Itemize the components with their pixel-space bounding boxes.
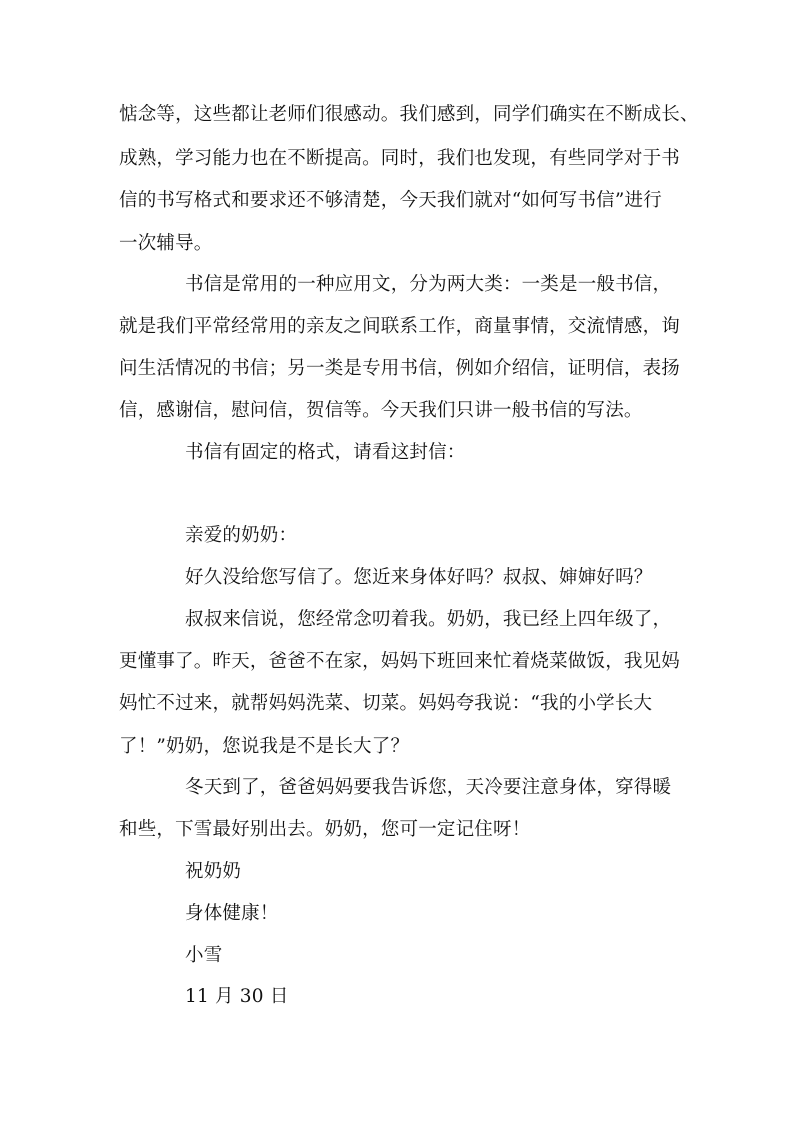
paragraph-line: 书信是常用的一种应用文，分为两大类：一类是一般书信， — [185, 274, 672, 295]
letter-line: 更懂事了。昨天，爸爸不在家，妈妈下班回来忙着烧菜做饭，我见妈 — [119, 651, 681, 672]
letter-line: 冬天到了，爸爸妈妈要我告诉您，天冷要注意身体，穿得暖 — [185, 777, 672, 798]
letter-closing: 祝奶奶 — [185, 861, 242, 882]
paragraph-line: 就是我们平常经常用的亲友之间联系工作，商量事情，交流情感，询 — [119, 316, 681, 337]
letter-signature: 小雪 — [185, 945, 223, 966]
letter-line: 好久没给您写信了。您近来身体好吗？叔叔、婶婶好吗？ — [185, 567, 653, 588]
paragraph-line: 问生活情况的书信；另一类是专用书信，例如介绍信，证明信，表扬 — [119, 358, 681, 379]
letter-date: 11 月 30 日 — [185, 986, 289, 1007]
letter-line: 了！”奶奶，您说我是不是长大了？ — [119, 736, 410, 757]
paragraph-line: 信的书写格式和要求还不够清楚，今天我们就对“如何写书信”进行 — [119, 190, 662, 211]
letter-closing: 身体健康！ — [185, 903, 279, 924]
letter-line: 叔叔来信说，您经常念叨着我。奶奶，我已经上四年级了， — [185, 609, 672, 630]
letter-salutation: 亲爱的奶奶： — [185, 525, 298, 546]
paragraph-line: 成熟，学习能力也在不断提高。同时，我们也发现，有些同学对于书 — [119, 148, 681, 169]
paragraph-line: 信，感谢信，慰问信，贺信等。今天我们只讲一般书信的写法。 — [119, 400, 643, 421]
paragraph-line: 书信有固定的格式，请看这封信： — [185, 442, 466, 463]
letter-line: 和些，下雪最好别出去。奶奶，您可一定记住呀！ — [119, 819, 531, 840]
paragraph-line: 一次辅导。 — [119, 233, 213, 254]
paragraph-line: 惦念等，这些都让老师们很感动。我们感到，同学们确实在不断成长、 — [119, 104, 699, 125]
letter-line: 妈忙不过来，就帮妈妈洗菜、切菜。妈妈夸我说：“我的小学长大 — [119, 693, 653, 714]
